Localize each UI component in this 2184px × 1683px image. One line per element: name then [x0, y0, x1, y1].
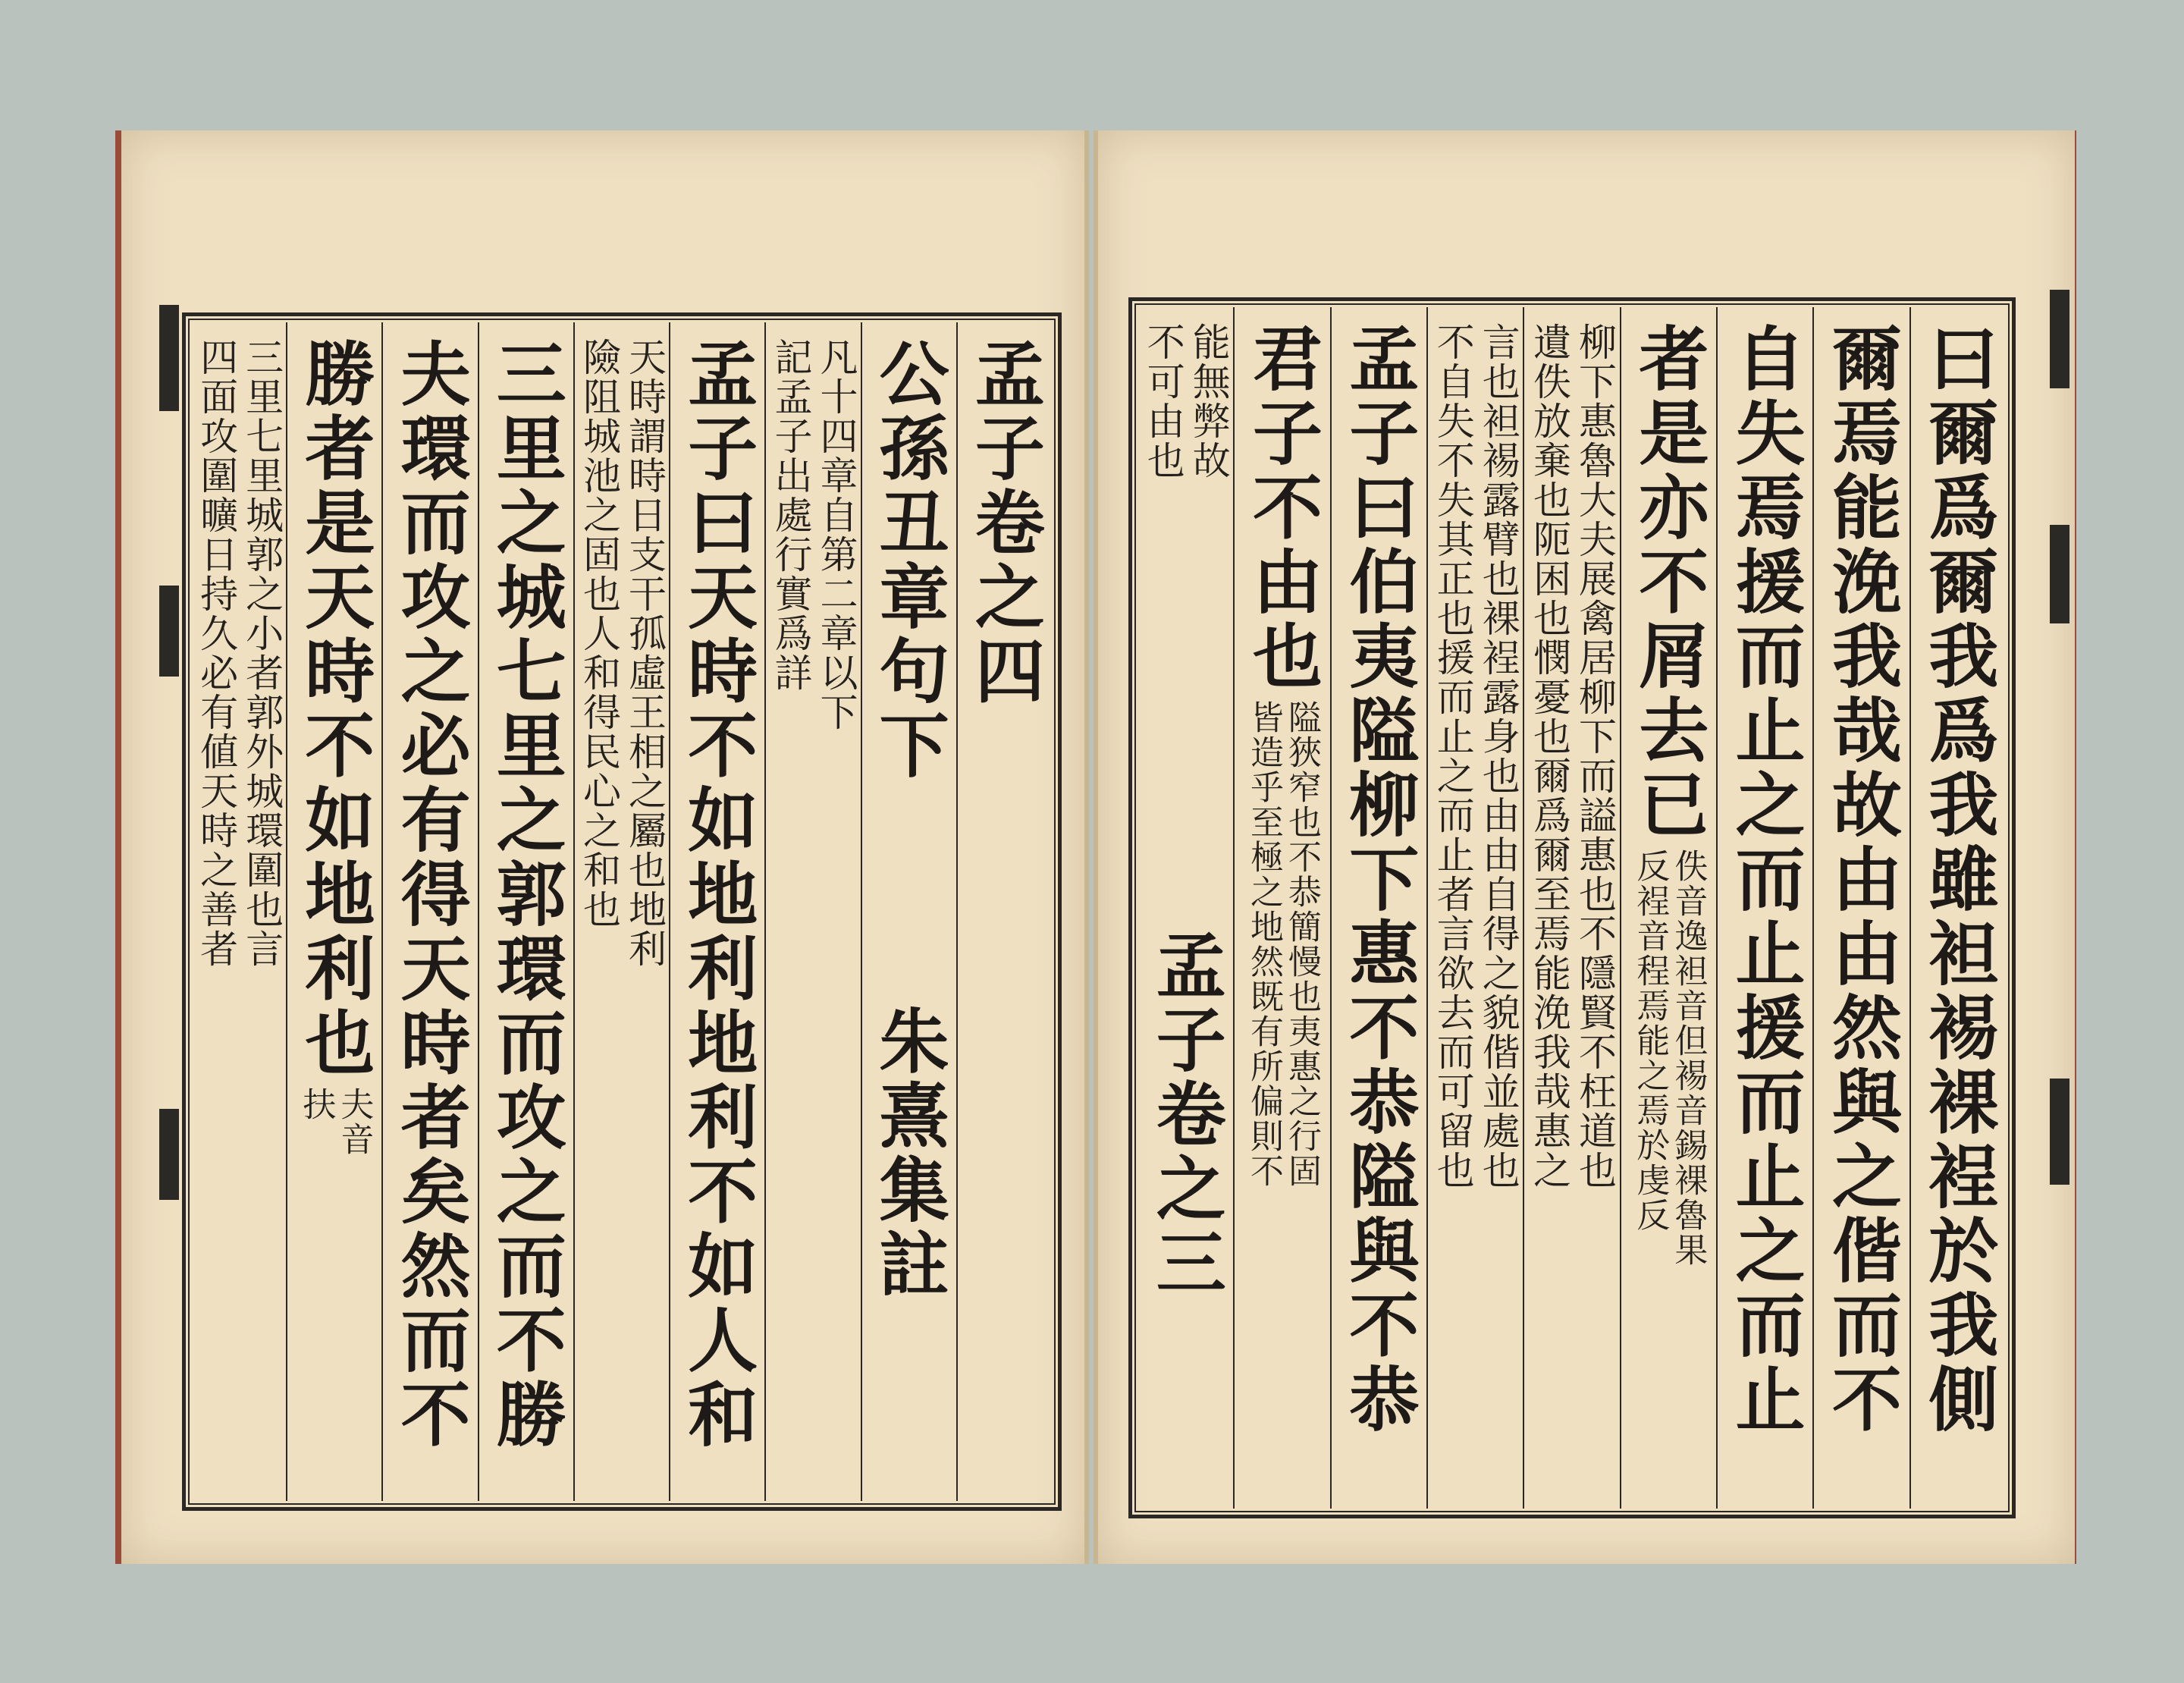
binding-mark [159, 305, 179, 411]
inline-commentary [1630, 849, 1708, 1267]
binding-mark [159, 586, 179, 677]
main-text: 爾焉能浼我哉故由由然與之偕而不 [1821, 322, 1903, 1437]
text-column [1233, 307, 1329, 1509]
inline-commentary [1244, 700, 1322, 1188]
commentary-line: 言也袒裼露臂也裸裎露身也由由自得之貌偕並處也 [1476, 322, 1520, 1190]
text-column [478, 322, 573, 1501]
text-column [1620, 307, 1716, 1509]
commentary-line: 不自失不失其正也援而止之而止者言欲去而可留也 [1430, 322, 1475, 1190]
left-page [121, 130, 1089, 1564]
right-text-frame [1128, 297, 2016, 1518]
commentary-line: 不可由也 [1141, 322, 1185, 480]
text-column [192, 322, 286, 1501]
main-text: 勝者是天時不如地利也 [293, 338, 376, 1081]
main-text: 孟子曰天時不如地利地利不如人和 [676, 338, 759, 1452]
commentary [192, 338, 286, 969]
commentary-line: 險阻城池之固也人和得民心之和也 [577, 338, 622, 929]
main-text: 曰爾爲爾我爲我雖袒裼裸裎於我側 [1917, 322, 2000, 1437]
commentary-line: 四面攻圍曠日持久必有値天時之善者 [194, 338, 239, 969]
text-column [1812, 307, 1909, 1509]
text-column [1330, 307, 1426, 1509]
commentary [1428, 322, 1523, 1190]
text-column [1138, 307, 1233, 1509]
main-text: 自失焉援而止之而止援而止之而止 [1724, 322, 1806, 1437]
commentary [575, 338, 669, 969]
commentary [1138, 322, 1233, 480]
binding-mark [159, 1109, 179, 1200]
text-column [573, 322, 669, 1501]
text-column [764, 322, 860, 1501]
right-columns [1138, 307, 2006, 1509]
text-column [1523, 307, 1619, 1509]
commentary-line: 天時謂時日支干孤虛王相之屬也地利 [623, 338, 667, 969]
text-column [669, 322, 764, 1501]
commentary-line: 夫音 [334, 1087, 374, 1157]
text-column [1909, 307, 2006, 1509]
commentary-line: 反裎音程焉能之焉於虔反 [1630, 849, 1670, 1232]
commentary-line: 凡十四章自第二章以下 [814, 338, 858, 732]
text-column [1426, 307, 1523, 1509]
text-column [286, 322, 381, 1501]
main-text: 君子不由也 [1241, 322, 1324, 694]
commentary-line: 記孟子出處行實爲詳 [768, 338, 813, 692]
text-column [956, 322, 1052, 1501]
text-column [1716, 307, 1812, 1509]
main-text: 三里之城七里之郭環而攻之而不勝 [485, 338, 567, 1452]
main-text: 孟子卷之四 [963, 338, 1046, 709]
commentary [1524, 322, 1619, 1190]
commentary-line: 三里七里城郭之小者郭外城環圍也言 [240, 338, 284, 969]
commentary-line: 扶 [297, 1087, 336, 1122]
left-columns [192, 322, 1052, 1501]
commentary-line: 能無弊故 [1186, 322, 1231, 480]
right-page [1094, 130, 2075, 1564]
main-text-with-note [1235, 322, 1329, 1188]
volume-end-title: 孟子卷之三 [1144, 929, 1227, 1301]
binding-mark [2050, 290, 2069, 388]
commentary [766, 338, 860, 732]
main-text: 夫環而攻之必有得天時者矣然而不 [389, 338, 472, 1452]
commentary-line: 遺佚放棄也阨困也憫憂也爾爲爾至焉能浼我哉惠之 [1527, 322, 1572, 1190]
main-text: 者是亦不屑去已 [1627, 322, 1710, 843]
author-credit: 朱熹集註 [868, 1005, 950, 1302]
main-text: 公孫丑章句下 [868, 338, 950, 783]
binding-mark [2050, 525, 2069, 623]
main-text: 孟子曰伯夷隘柳下惠不恭隘與不恭 [1338, 322, 1420, 1437]
text-column [861, 322, 956, 1501]
text-column [381, 322, 477, 1501]
commentary-line: 柳下惠魯大夫展禽居柳下而謚惠也不隱賢不枉道也 [1573, 322, 1618, 1190]
commentary-line: 隘狹窄也不恭簡慢也夷惠之行固 [1282, 700, 1322, 1188]
left-text-frame [182, 312, 1062, 1511]
main-text-with-note [287, 338, 381, 1157]
commentary-line: 佚音逸袒音但裼音錫裸魯果 [1668, 849, 1708, 1267]
inline-commentary [297, 1087, 374, 1157]
commentary-line: 皆造乎至極之地然既有所偏則不 [1244, 700, 1284, 1188]
main-text-with-note [1621, 322, 1716, 1267]
open-book [121, 130, 2070, 1564]
binding-mark [2050, 1079, 2069, 1185]
